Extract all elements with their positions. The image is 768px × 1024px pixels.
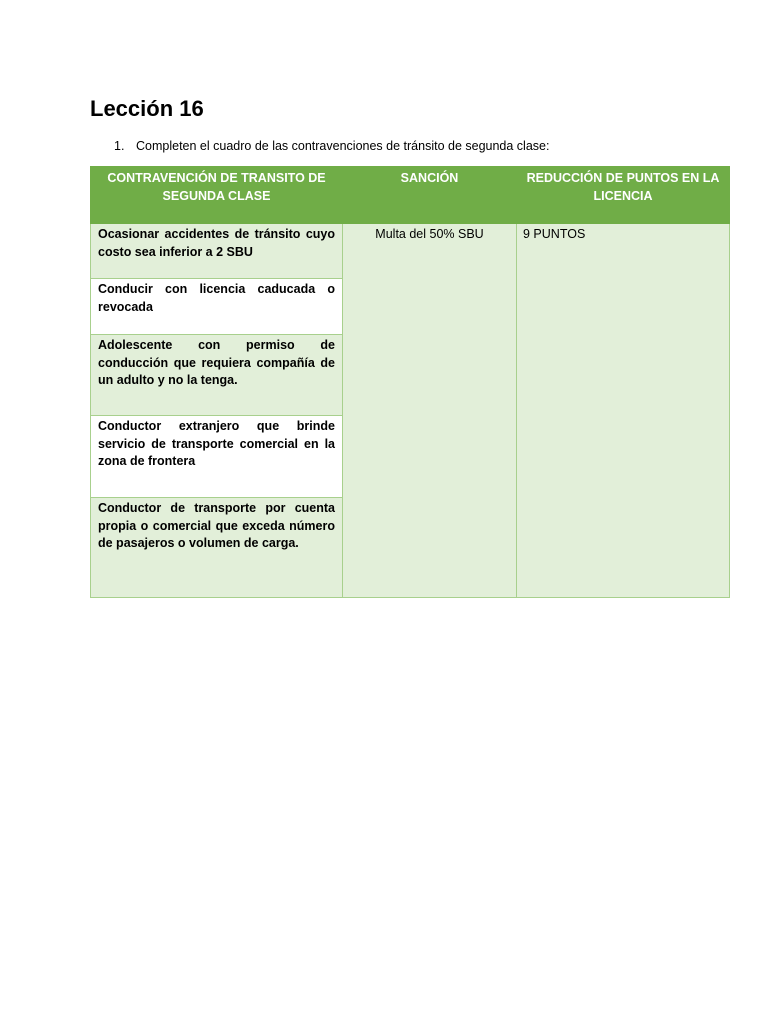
points-cell: 9 PUNTOS: [517, 224, 730, 598]
lesson-title: Lección 16: [90, 96, 204, 121]
header-sanction: SANCIÓN: [343, 167, 517, 224]
table-header-row: [91, 167, 730, 224]
contravention-cell: Conductor extranjero que brinde servicio de transporte comercial en la zona de frontera: [91, 416, 343, 498]
header-contravention: CONTRAVENCIÓN DE TRANSITO DE SEGUNDA CLASE: [91, 167, 343, 224]
contravention-cell: Conducir con licencia caducada o revocada: [91, 279, 343, 335]
contraventions-table: [90, 166, 730, 598]
instruction-item: [114, 138, 549, 154]
contravention-cell: Adolescente con permiso de conducción que requiera compañía de un adulto y no la tenga.: [91, 335, 343, 416]
instruction-text: Completen el cuadro de las contravenciones de tránsito de segunda clase:: [136, 139, 550, 153]
header-points: REDUCCIÓN DE PUNTOS EN LA LICENCIA: [517, 167, 730, 224]
contravention-cell: Conductor de transporte por cuenta propia o comercial que exceda número de pasajeros o volumen de carga.: [91, 498, 343, 598]
contravention-cell: Ocasionar accidentes de tránsito cuyo costo sea inferior a 2 SBU: [91, 224, 343, 279]
sanction-cell: Multa del 50% SBU: [343, 224, 517, 598]
instruction-number: 1.: [114, 139, 125, 153]
table-row: [91, 224, 730, 279]
